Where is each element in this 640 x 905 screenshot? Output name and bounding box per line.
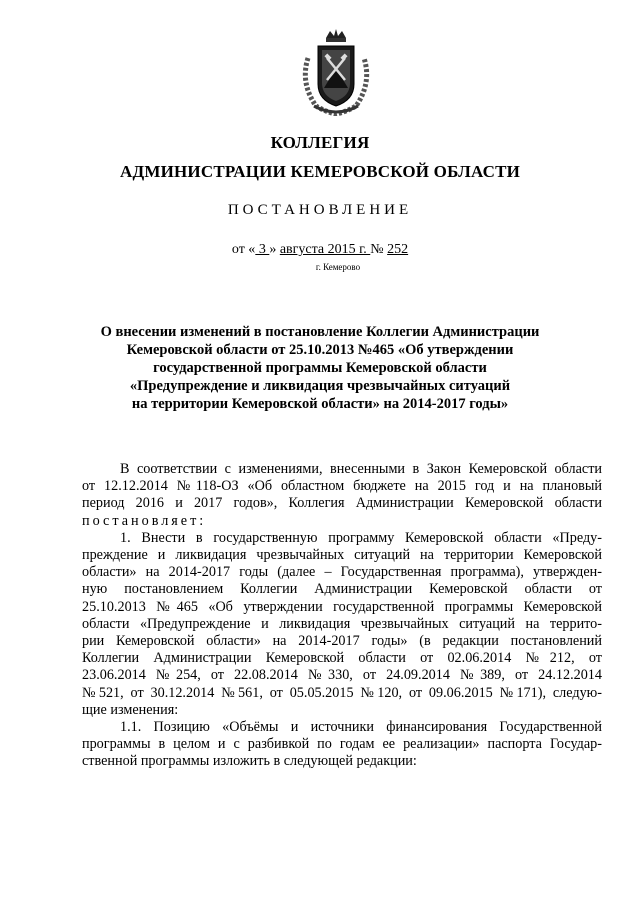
title-line: «Предупреждение и ликвидация чрезвычайных ситуаций: [129, 378, 511, 394]
title-line: О внесении изменений в постановление Коллегии Администрации: [100, 324, 540, 340]
document-title: [0, 323, 640, 413]
title-line: Кемеровской области от 25.10.2013 №465 «Об утверждении: [126, 342, 514, 358]
body-line: рии Кемеровской области» на 2014-2017 годы» (в редакции постановлений: [82, 633, 602, 650]
body-line: области «Предупреждение и ликвидация чрезвычайных ситуаций на террито-: [82, 615, 602, 632]
body-line: ную постановлением Коллегии Администрации Кемеровской области от: [82, 581, 602, 598]
date-day: 3: [255, 242, 270, 257]
document-body: [82, 461, 602, 771]
doc-type: ПОСТАНОВЛЕНИЕ: [227, 202, 413, 218]
kemerovo-coat-of-arms-icon: [296, 28, 376, 116]
date-line: [0, 242, 640, 258]
date-mid: »: [269, 242, 280, 257]
body-line: 25.10.2013 №465 «Об утверждении государственной программы Кемеровской: [82, 598, 602, 615]
document-number: 252: [387, 242, 409, 257]
date-prefix: от «: [231, 242, 256, 257]
body-line: преждение и ликвидация чрезвычайных ситуаций на территории Кемеровской: [82, 547, 602, 564]
header-line-2: АДМИНИСТРАЦИИ КЕМЕРОВСКОЙ ОБЛАСТИ: [119, 162, 521, 181]
title-line: государственной программы Кемеровской области: [153, 360, 487, 376]
body-line: Коллегии Администрации Кемеровской области от 02.06.2014 №212, от: [82, 650, 602, 667]
body-line: 1. Внести в государственную программу Кемеровской области «Преду-: [120, 529, 602, 546]
date-month-year: августа 2015 г.: [279, 242, 371, 257]
body-line: №521, от 30.12.2014 №561, от 05.05.2015 №120, от 09.06.2015 №171), следую-: [82, 684, 602, 701]
body-line: 1.1. Позицию «Объёмы и источники финансирования Государственной: [120, 719, 602, 736]
header-line-1: КОЛЛЕГИЯ: [270, 133, 370, 152]
title-line: на территории Кемеровской области» на 2014-2017 годы»: [131, 396, 509, 412]
body-line: от 12.12.2014 №118-ОЗ «Об областном бюджете на 2015 год и на плановый: [82, 478, 602, 495]
body-line: программы в целом и с разбивкой по годам ее реализации» паспорта Государ-: [82, 736, 602, 753]
body-line: В соответствии с изменениями, внесенными в Закон Кемеровской области: [120, 461, 602, 477]
city: г. Кемерово: [315, 262, 361, 272]
body-line: области» на 2014-2017 годы (далее – Государственная программа), утвержден-: [82, 564, 602, 581]
body-line: постановляет:: [82, 512, 207, 529]
body-line: 23.06.2014 №254, от 22.08.2014 №330, от 24.09.2014 №389, от 24.12.2014: [82, 667, 602, 684]
body-line: ственной программы изложить в следующей редакции:: [82, 753, 417, 770]
body-line: щие изменения:: [82, 701, 179, 718]
number-label: №: [370, 242, 388, 257]
body-line: период 2016 и 2017 годов», Коллегия Администрации Кемеровской области: [82, 495, 602, 512]
